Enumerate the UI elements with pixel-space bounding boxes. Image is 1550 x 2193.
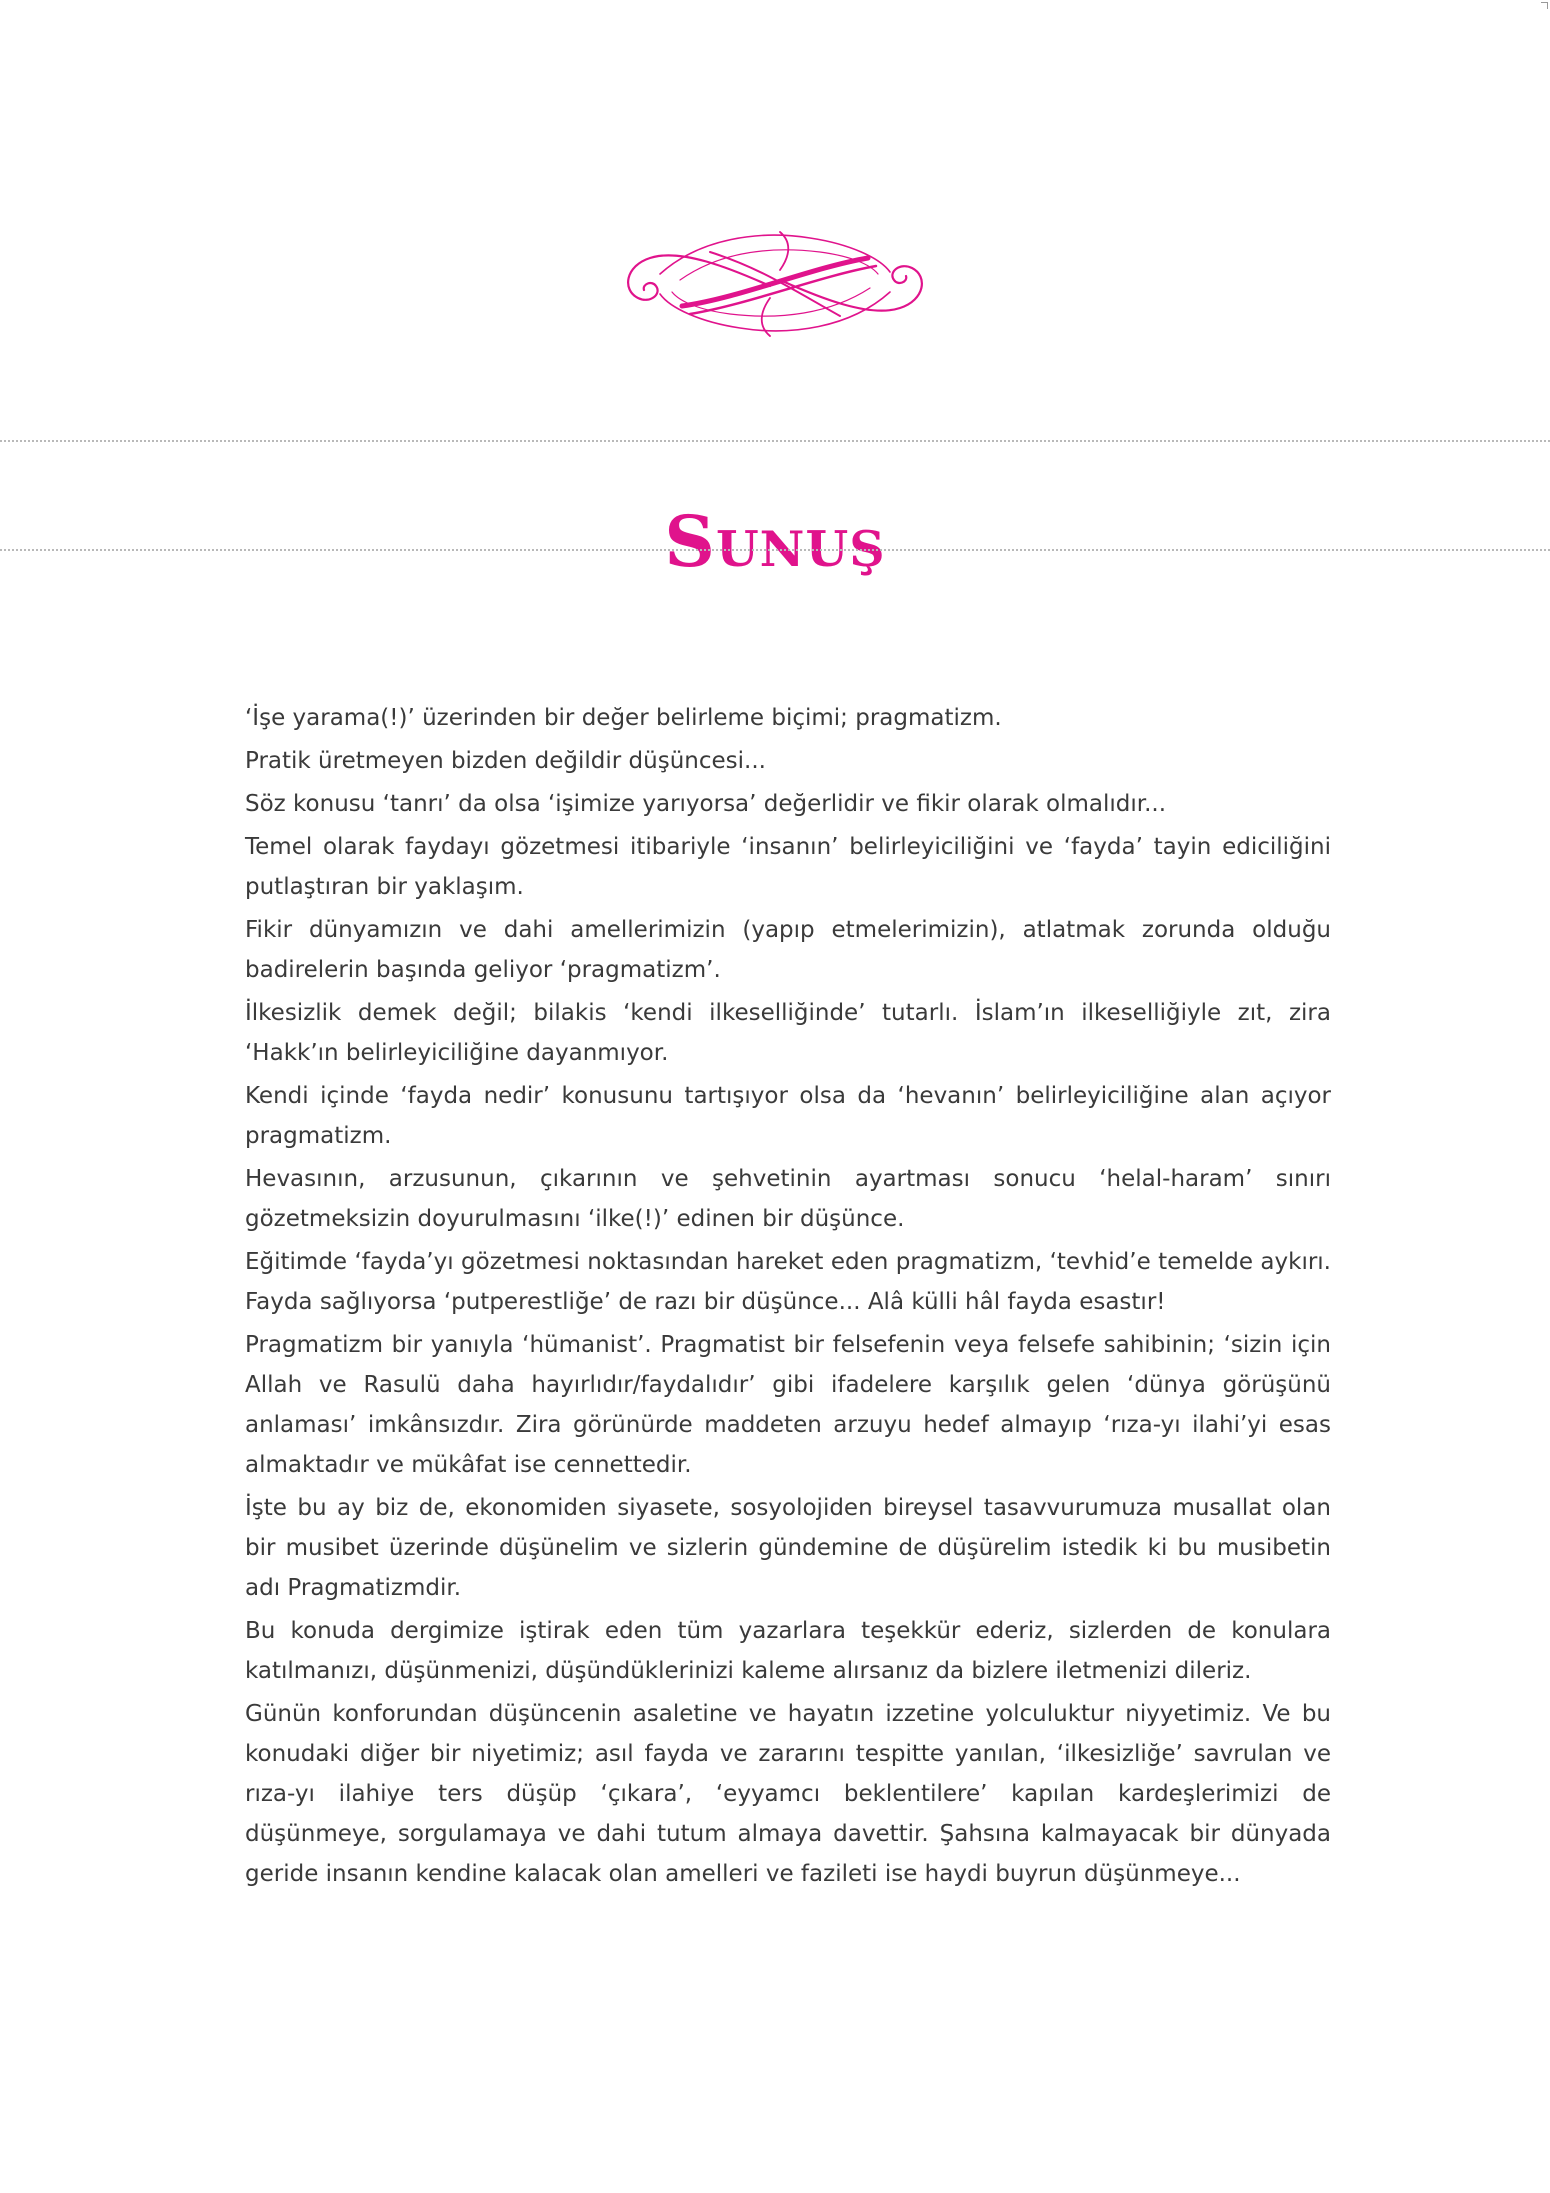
paragraph: Bu konuda dergimize iştirak eden tüm yazarlara teşekkür ederiz, sizlerden de konulara katılmanızı, düşünmenizi, düşündüklerinizi kaleme alırsanız da bizlere iletmenizi dileriz. xyxy=(245,1618,1331,1684)
page-title: Sunuş xyxy=(664,499,886,583)
paragraph: Söz konusu ‘tanrı’ da olsa ‘işimize yarıyorsa’ değerlidir ve fikir olarak olmalıdır... xyxy=(245,791,1167,817)
paragraph: ‘İşe yarama(!)’ üzerinden bir değer belirleme biçimi; pragmatizm. xyxy=(245,705,1002,731)
title-rule-top xyxy=(0,440,1550,442)
paragraph: Hevasının, arzusunun, çıkarının ve şehvetinin ayartması sonucu ‘helal-haram’ sınırı gözetmeksizin doyurulmasını ‘ilke(!)’ edinen bir düşünce. xyxy=(245,1166,1331,1232)
paragraph: Günün konforundan düşüncenin asaletine ve hayatın izzetine yolculuktur niyyetimiz. Ve bu konudaki diğer bir niyetimiz; asıl fayda ve zararını tespitte yanılan, ‘ilkesizliğe’ savrulan ve rıza-yı ilahiye ters düşüp ‘çıkara’, ‘eyyamcı beklentilere’ kapılan kardeşlerimizi de düşünmeye, sorgulamaya ve dahi tutum almaya davettir. Şahsına kalmayacak bir dünyada geride insanın kendine kalacak olan amelleri ve fazileti ise haydi buyrun düşünmeye... xyxy=(245,1701,1331,1887)
paragraph: İlkesizlik demek değil; bilakis ‘kendi ilkeselliğinde’ tutarlı. İslam’ın ilkeselliğiyle zıt, zira ‘Hakk’ın belirleyiciliğine dayanmıyor. xyxy=(245,1000,1331,1066)
flourish-ornament-icon xyxy=(620,228,930,340)
title-rule-bottom xyxy=(0,549,1550,551)
paragraph: Temel olarak faydayı gözetmesi itibariyle ‘insanın’ belirleyiciliğini ve ‘fayda’ tayin ediciliğini putlaştıran bir yaklaşım. xyxy=(245,834,1331,900)
crop-mark xyxy=(1541,2,1548,9)
paragraph: Kendi içinde ‘fayda nedir’ konusunu tartışıyor olsa da ‘hevanın’ belirleyiciliğine alan açıyor pragmatizm. xyxy=(245,1083,1331,1149)
paragraph: İşte bu ay biz de, ekonomiden siyasete, sosyolojiden bireysel tasavvurumuza musallat olan bir musibet üzerinde düşünelim ve sizlerin gündemine de düşürelim istedik ki bu musibetin adı Pragmatizmdir. xyxy=(245,1495,1331,1601)
paragraph: Eğitimde ‘fayda’yı gözetmesi noktasından hareket eden pragmatizm, ‘tevhid’e temelde aykırı. Fayda sağlıyorsa ‘putperestliğe’ de razı bir düşünce... Alâ külli hâl fayda esastır! xyxy=(245,1249,1331,1315)
paragraph: Fikir dünyamızın ve dahi amellerimizin (yapıp etmelerimizin), atlatmak zorunda olduğu badirelerin başında geliyor ‘pragmatizm’. xyxy=(245,917,1331,983)
paragraph: Pratik üretmeyen bizden değildir düşüncesi... xyxy=(245,748,766,774)
article-body xyxy=(245,698,1331,1897)
paragraph: Pragmatizm bir yanıyla ‘hümanist’. Pragmatist bir felsefenin veya felsefe sahibinin; ‘sizin için Allah ve Rasulü daha hayırlıdır/faydalıdır’ gibi ifadelere karşılık gelen ‘dünya görüşünü anlaması’ imkânsızdır. Zira görünürde maddeten arzuyu hedef almayıp ‘rıza-yı ilahi’yi esas almaktadır ve mükâfat ise cennettedir. xyxy=(245,1332,1331,1478)
